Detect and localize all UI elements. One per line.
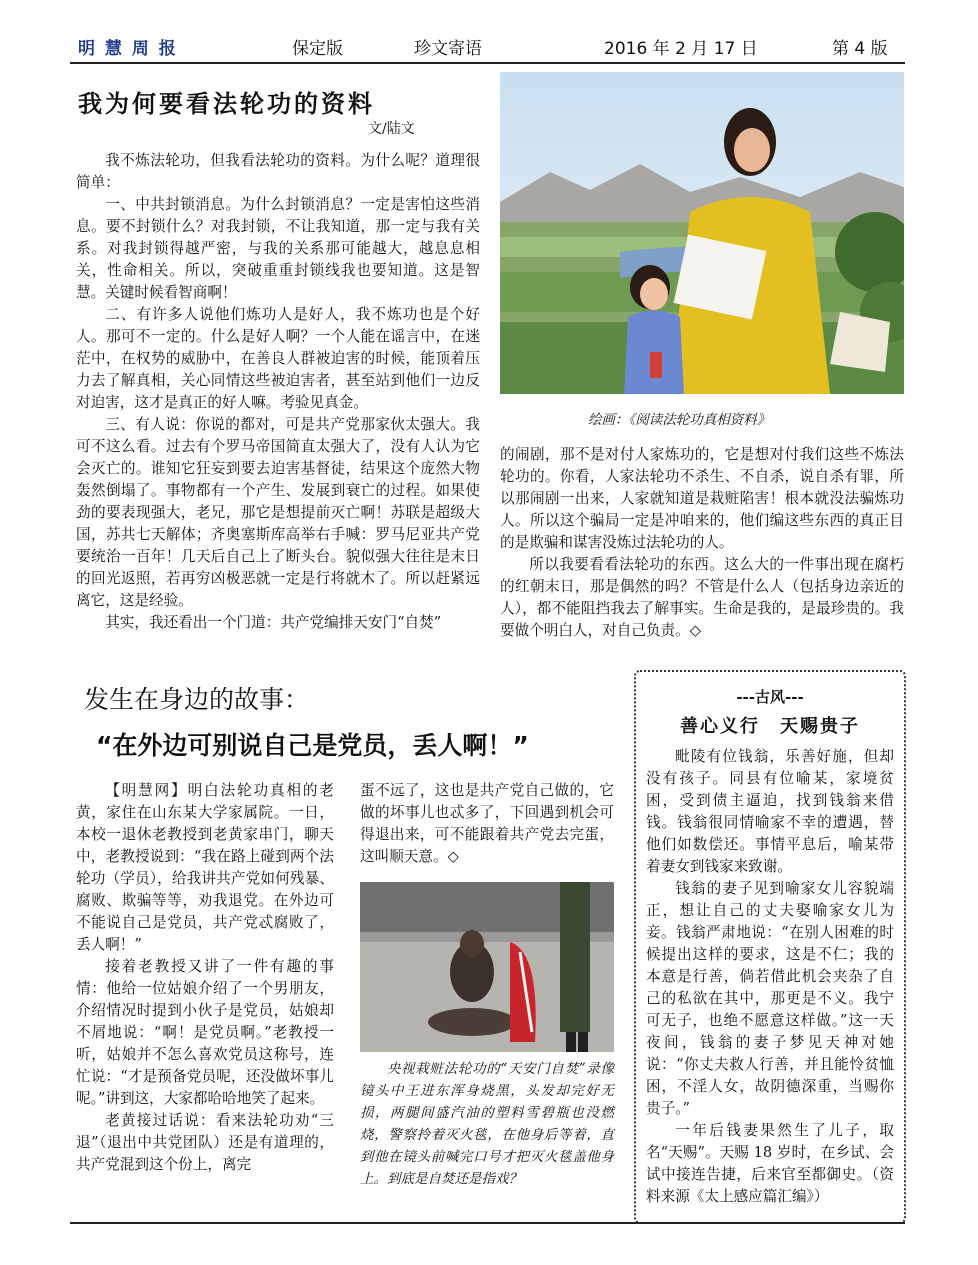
article1-byline: 文/陆文: [368, 121, 415, 137]
article2-paragraph: 蛋不远了，这也是共产党自己做的，它做的坏事儿也忒多了，下回遇到机会可得退出来，可不能跟着共产党去完蛋，这叫顺天意。◇: [360, 782, 614, 865]
article1-paragraph: 的闹剧，那不是对付人家炼功的，它是想对付我们这些不炼法轮功的。你看，人家法轮功不杀生、不自杀，说自杀有罪，所以那闹剧一出来，人家就知道是栽赃陷害！根本就没法骗炼功人。所以这个骗局一定是冲咱来的，他们编这些东西的真正目的是欺骗和谋害没炼过法轮功的人。: [500, 446, 904, 551]
article1-paragraph: 一、中共封锁消息。为什么封锁消息？一定是害怕这些消息。要不封锁什么？对我封锁，不让我知道，那一定与我有关系。对我封锁得越严密，与我的关系那可能越大，越息息相关，性命相关。所以，突破重重封锁线我也要知道。这是智慧。关键时候看智商啊！: [76, 196, 480, 301]
sidebar-paragraph: 钱翁的妻子见到喻家女儿容貌端正，想让自己的丈夫娶喻家女儿为妾。钱翁严肃地说：“在别人困难的时候提出这样的要求，这是不仁；我的本意是行善，倘若借此机会夹杂了自己的私欲在其中，那更是不义。我宁可无子，也绝不愿意这样做。”这一天夜间，钱翁的妻子梦见天神对她说：“你丈夫救人行善，并且能怜贫恤困，不淫人女，故阴德深重，当赐你贵子。”: [646, 880, 894, 1117]
article2-title: “在外边可别说自己是党员，丢人啊！”: [96, 731, 529, 760]
article1-column-left: [76, 150, 480, 634]
edition-label: 保定版: [292, 39, 343, 59]
photo-illustration: [360, 882, 614, 1052]
sidebar-body: [646, 746, 894, 1208]
article2-paragraph: 老黄接过话说：看来法轮功劝“三退”（退出中共党团队）还是有道理的，共产党混到这个份上，离完: [76, 1112, 334, 1173]
header-rule: [70, 62, 905, 64]
article2-column-right: [360, 780, 614, 868]
article1-paragraph: 所以我要看看法轮功的东西。这么大的一件事出现在腐朽的红朝末日，那是偶然的吗？不管是什么人（包括身边亲近的人），都不能阻挡我去了解事实。生命是我的，是最珍贵的。我要做个明白人，对自己负责。◇: [500, 556, 904, 639]
sidebar-paragraph: 毗陵有位钱翁，乐善好施，但却没有孩子。同县有位喻某，家境贫困，受到债主逼迫，找到钱翁来借钱。钱翁很同情喻家不幸的遭遇，替他们如数偿还。事情平息后，喻某带着妻女到钱家来致谢。: [646, 748, 894, 875]
painting-illustration: [500, 72, 904, 394]
self-immolation-photo: [360, 882, 614, 1052]
article1-paragraph: 我不炼法轮功，但我看法轮功的资料。为什么呢？道理很简单：: [76, 152, 480, 191]
article1-paragraph: 三、有人说：你说的都对，可是共产党那家伙太强大。我可不这么看。过去有个罗马帝国简直太强大了，没有人认为它会灭亡的。谁知它狂妄到要去迫害基督徒，结果这个庞然大物轰然倒塌了。事物都有一个产生、发展到衰亡的过程。如果使劲的要表现强大，老兄，那它是想提前灭亡啊！苏联是超级大国，苏共七天解体；齐奥塞斯库高举右手喊：罗马尼亚共产党要统治一百年！几天后自己上了断头台。貌似强大往往是末日的回光返照，若再穷凶极恶就一定是行将就木了。所以赶紧远离它，这是经验。: [76, 416, 480, 609]
article1-paragraph: 其实，我还看出一个门道：共产党编排天安门“自焚”: [105, 614, 442, 631]
photo-caption: 央视栽赃法轮功的“天安门自焚”录像镜头中王进东浑身烧黑，头发却完好无损，两腿间盛汽油的塑料雪碧瓶也没燃烧，警察拎着灭火毯，在他身后等着，直到他在镜头前喊完口号才把灭火毯盖他身上。到底是自焚还是指戏？: [360, 1061, 614, 1187]
footer-rule: [70, 1222, 905, 1224]
article1-column-right: [500, 444, 904, 642]
sidebar-title: 善心义行 天赐贵子: [680, 716, 860, 737]
page-number: 第 4 版: [832, 39, 888, 59]
sidebar-heading: ---古风---: [736, 688, 804, 706]
issue-date: 2016 年 2 月 17 日: [604, 39, 758, 59]
section-label: 珍文寄语: [414, 39, 482, 59]
article2-column-left: [76, 780, 334, 1176]
article1-paragraph: 二、有许多人说他们炼功人是好人，我不炼功也是个好人。那可不一定的。什么是好人啊？一个人能在谣言中，在迷茫中，在权势的威胁中，在善良人群被迫害的时候，能顶着压力去了解真相，关心同情这些被迫害者，甚至站到他们一边反对迫害，这才是真正的好人嘛。考验见真金。: [76, 306, 480, 411]
article2-paragraph: 【明慧网】明白法轮功真相的老黄，家住在山东某大学家属院。一日，本校一退休老教授到老黄家串门，聊天中，老教授说到：“我在路上碰到两个法轮功（学员），给我讲共产党如何残暴、腐败、欺骗等等，劝我退党。在外边可不能说自己是党员，共产党忒腐败了，丢人啊！”: [76, 782, 334, 953]
sidebar-paragraph: 一年后钱妻果然生了儿子，取名“天赐”。天赐 18 岁时，在乡试、会试中接连告捷，后来官至都御史。（资料来源《太上感应篇汇编》）: [646, 1122, 894, 1205]
reading-painting: [500, 72, 904, 394]
article1-title: 我为何要看法轮功的资料: [78, 89, 375, 118]
article2-paragraph: 接着老教授又讲了一件有趣的事情：他给一位姑娘介绍了一个男朋友，介绍情况时提到小伙子是党员，姑娘却不屑地说：“啊！是党员啊。”老教授一听，姑娘并不怎么喜欢党员这称号，连忙说：“才是预备党员呢，还没做坏事儿呢。”讲到这，大家都哈哈地笑了起来。: [76, 958, 334, 1107]
painting-caption: 绘画：《阅读法轮功真相资料》: [588, 412, 771, 428]
paper-name: 明 慧 周 报: [78, 39, 178, 59]
article2-kicker: 发生在身边的故事：: [84, 685, 310, 714]
